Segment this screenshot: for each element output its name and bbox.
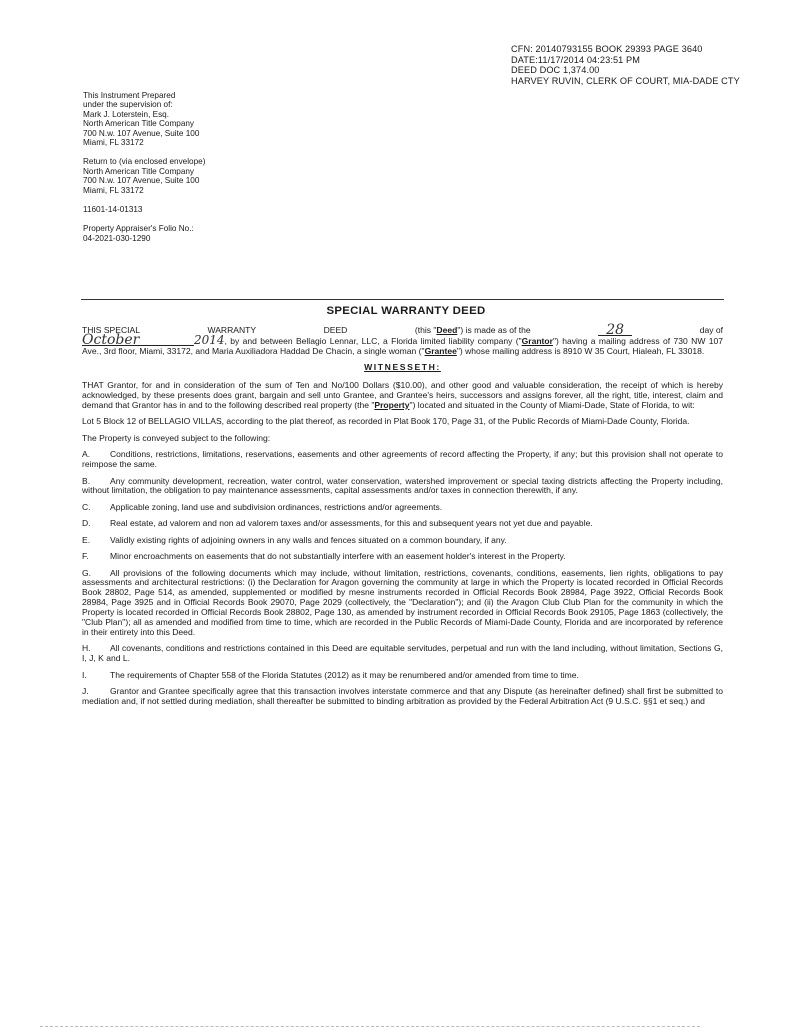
recording-stamp — [511, 44, 801, 86]
scan-edge-line — [40, 1026, 700, 1027]
file-number: 11601-14-01313 — [83, 205, 143, 215]
property-term: Property — [374, 400, 410, 411]
prepared-by-line: Miami, FL 33172 — [83, 138, 144, 148]
handwritten-month: October — [82, 336, 194, 346]
return-to-line: North American Title Company — [83, 166, 195, 176]
clerk-line: HARVEY RUVIN, CLERK OF COURT, MIA-DADE CTY — [511, 75, 740, 86]
exception-item-b: B. Any community development, recreation, water control, water conservation, watershed improvement or special taxing districts affecting the Property including, without limitation, the obligation to pay maintenance assessments, capital assessments and/or taxes in connection therewith, if any. — [82, 475, 723, 496]
exception-item-c: C. Applicable zoning, land use and subdivision ordinances, restrictions and/or agreements. — [82, 501, 443, 512]
grantee-term: Grantee — [424, 345, 457, 356]
grantee-rest: ") whose mailing address is 8910 W 35 Court, Hialeah, FL 33018. — [456, 345, 705, 356]
prepared-by-line: North American Title Company — [83, 119, 195, 129]
exception-item-g: G. All provisions of the following documents which may include, without limitation, restrictions, covenants, conditions, easements, lien rights, obligations to pay assessments and architectural restrictions: (i) the Declaration for Aragon governing the community at large in which the Property is located recorded in Official Records Book 28802, Page 514, as amended, supplemented or modified by mesne instruments recorded in Official Records Book 28984, Page 3922, Official Records Book 28984, Page 3925 and in Official Records Book 29070, Page 2029 (collectively, the "Declaration"); and (ii) the Aragon Club Club Plan for the community in which the Property is located recorded in Official Records Book 28802, Page 130, as amended by instrument recorded in Official Records Book 29105, Page 1863 (collectively, the "Club Plan"); all as amended and modified from time to time, which are recorded in the Public Records of Miami-Dade County, Florida and are incorporated by reference in their entirety into this Deed. — [82, 567, 723, 637]
handwritten-year: 2014 — [194, 333, 225, 347]
folio-label: Property Appraiser's Folio No.: — [83, 224, 194, 234]
deed-word: DEED — [323, 325, 348, 335]
cfn-line: CFN: 20140793155 BOOK 29393 PAGE 3640 — [511, 44, 703, 54]
day-of: day of — [699, 325, 723, 335]
conveyance-paragraph: THAT Grantor, for and in consideration of the sum of Ten and No/100 Dollars ($10.00), and other good and valuable consideration, the receipt of which is hereby acknowledged, by these presents does grant, bargain and sell unto Grantee, and Grantee's heirs, successors and assigns forever, all the right, title, interest, claim and demand that Grantor has in and to the following described real property (the "Property") located and situated in the County of Miami-Dade, State of Florida, to wit: — [82, 380, 723, 411]
return-to-line: Return to (via enclosed envelope) — [83, 157, 206, 167]
preparer-block — [83, 91, 323, 243]
date-line: DATE:11/17/2014 04:23:51 PM — [511, 54, 641, 65]
exception-item-f: F. Minor encroachments on easements that do not substantially interfere with an easement holder's interest in the Property. — [82, 551, 566, 562]
intro-first-line — [82, 322, 723, 338]
grantor-rest: ") having a mailing address of 730 NW 107 Ave., 3rd floor, Miami, 33172, and Maria Auxiliadora Haddad De Chacin, a single woman (" — [82, 336, 724, 356]
doc-stamp-line: DEED DOC 1,374.00 — [511, 65, 600, 76]
intro-paragraph — [82, 322, 724, 357]
subject-to: The Property is conveyed subject to the following: — [82, 432, 271, 443]
exception-item-d: D. Real estate, ad valorem and non ad valorem taxes and/or assessments, for this and subsequent years not yet due and payable. — [82, 518, 593, 529]
return-to-line: Miami, FL 33172 — [83, 185, 144, 195]
return-to — [83, 157, 323, 195]
exception-item-i: I. The requirements of Chapter 558 of the Florida Statutes (2012) as it may be renumbered and/or amended from time to time. — [82, 669, 579, 680]
prepared-by-line: under the supervision of: — [83, 100, 173, 110]
prepared-by — [83, 91, 323, 147]
grantor-term: Grantor — [521, 336, 553, 346]
exception-item-j: J. Grantor and Grantee specifically agree that this transaction involves interstate commerce and that any Dispute (as hereinafter defined) shall first be submitted to mediation and, if not settled during mediation, shall thereafter be submitted to binding arbitration as provided by the Federal Arbitration Act (9 U.S.C. §§1 et seq.) and — [82, 686, 723, 706]
prepared-by-line: Mark J. Loterstein, Esq. — [83, 109, 170, 119]
handwritten-day: 28 — [598, 326, 632, 336]
deed-defined: (this "Deed") is made as of the — [414, 325, 531, 335]
header-rule — [81, 299, 724, 300]
deed-title: SPECIAL WARRANTY DEED — [326, 305, 486, 317]
parties-text: , by and between Bellagio Lennar, LLC, a Florida limited liability company — [224, 336, 513, 346]
warranty-word: WARRANTY — [207, 325, 257, 335]
folio-block — [83, 224, 323, 243]
folio-number: 04-2021-030-1290 — [83, 233, 151, 243]
return-to-line: 700 N.w. 107 Avenue, Suite 100 — [83, 176, 200, 186]
exception-item-e: E. Validly existing rights of adjoining owners in any walls and fences situated on a common boundary, if any. — [82, 534, 507, 545]
witnesseth-heading: WITNESSETH: — [364, 362, 441, 373]
exception-item-a: A. Conditions, restrictions, limitations, reservations, easements and other agreements of record affecting the Property, if any; but this provision shall not operate to reimpose the same. — [82, 449, 723, 470]
exception-item-h: H. All covenants, conditions and restrictions contained in this Deed are equitable servitudes, perpetual and run with the land including, without limitation, Sections G, I, J, K and L. — [82, 643, 723, 664]
prepared-by-line: 700 N.w. 107 Avenue, Suite 100 — [83, 128, 200, 138]
this-special: THIS SPECIAL — [82, 325, 140, 335]
prepared-by-line: This Instrument Prepared — [83, 91, 176, 100]
paren-open: (" — [515, 336, 522, 346]
deed-body — [82, 322, 724, 713]
legal-description: Lot 5 Block 12 of BELLAGIO VILLAS, according to the plat thereof, as recorded in Plat Book 170, Page 31, of the Public Records of Miami-Dade County, Florida. — [82, 416, 690, 427]
